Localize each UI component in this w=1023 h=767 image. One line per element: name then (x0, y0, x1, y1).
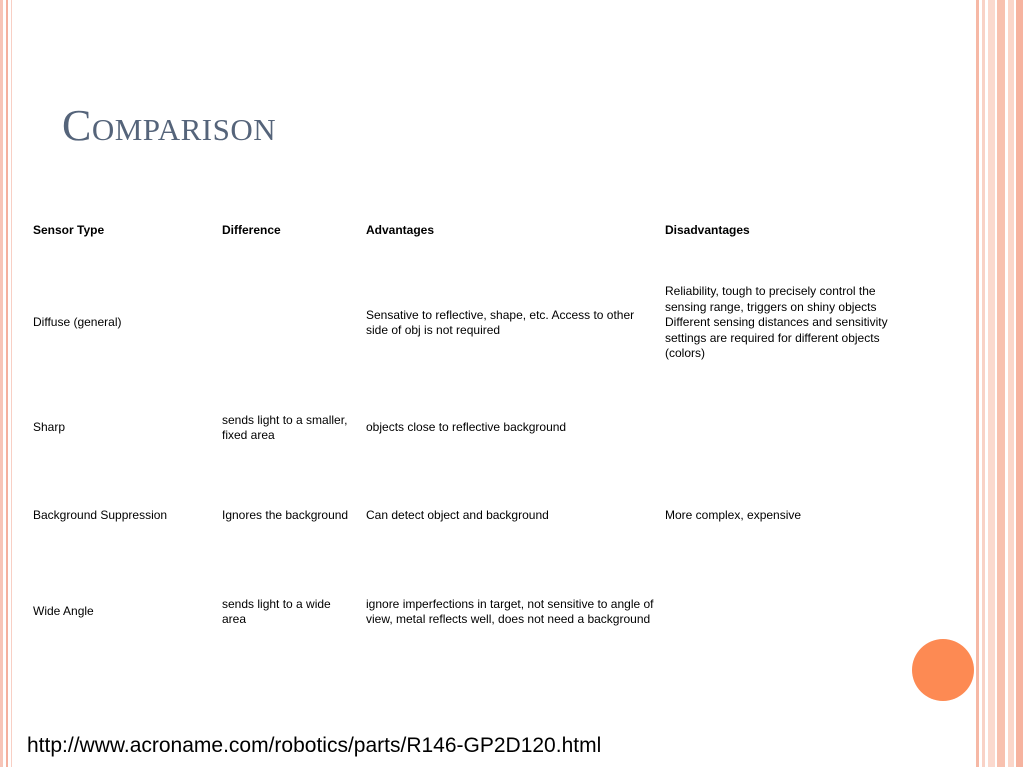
header-advantages: Advantages (366, 222, 435, 237)
right-border-stripe (982, 0, 985, 767)
right-border-stripe (1008, 0, 1014, 767)
table-row (28, 393, 918, 463)
cell-sensor-type: Background Suppression (33, 508, 168, 523)
right-border-stripe (1016, 0, 1023, 767)
right-border-stripe (997, 0, 1005, 767)
table-row (28, 253, 918, 393)
cell-difference: Ignores the background (222, 508, 349, 523)
cell-difference (217, 253, 361, 393)
cell-disadvantages: Reliability, tough to precisely control the sensing range, triggers on shiny objects Different sensing distances and sensitivity settings are required for different objects (colors) (665, 284, 888, 361)
cell-sensor-type: Wide Angle (33, 604, 94, 619)
left-border-stripe (11, 0, 12, 767)
cell-advantages: Can detect object and background (366, 508, 549, 523)
slide-title: Comparison (62, 101, 277, 150)
table-header-row (28, 208, 918, 253)
cell-advantages: ignore imperfections in target, not sensitive to angle of view, metal reflects well, does not need a background (366, 596, 654, 626)
right-border-stripe (988, 0, 995, 767)
table-row (28, 463, 918, 569)
cell-disadvantages (660, 393, 918, 463)
cell-difference: sends light to a wide area (222, 596, 331, 626)
cell-advantages: Sensative to reflective, shape, etc. Access to other side of obj is not required (366, 307, 635, 337)
left-border-stripe (0, 0, 3, 767)
cell-disadvantages (660, 569, 918, 655)
left-border-stripe (6, 0, 8, 767)
right-border-stripe (976, 0, 979, 767)
accent-circle (912, 639, 974, 701)
header-disadvantages: Disadvantages (665, 222, 750, 237)
source-link[interactable]: http://www.acroname.com/robotics/parts/R146-GP2D120.html (27, 734, 602, 757)
comparison-table (28, 208, 918, 655)
header-difference: Difference (222, 222, 281, 237)
header-sensor-type: Sensor Type (33, 222, 105, 237)
cell-sensor-type: Sharp (33, 420, 66, 435)
cell-sensor-type: Diffuse (general) (33, 315, 122, 330)
cell-disadvantages: More complex, expensive (665, 508, 802, 523)
cell-difference: sends light to a smaller, fixed area (222, 412, 348, 442)
table-row (28, 569, 918, 655)
cell-advantages: objects close to reflective background (366, 420, 567, 435)
